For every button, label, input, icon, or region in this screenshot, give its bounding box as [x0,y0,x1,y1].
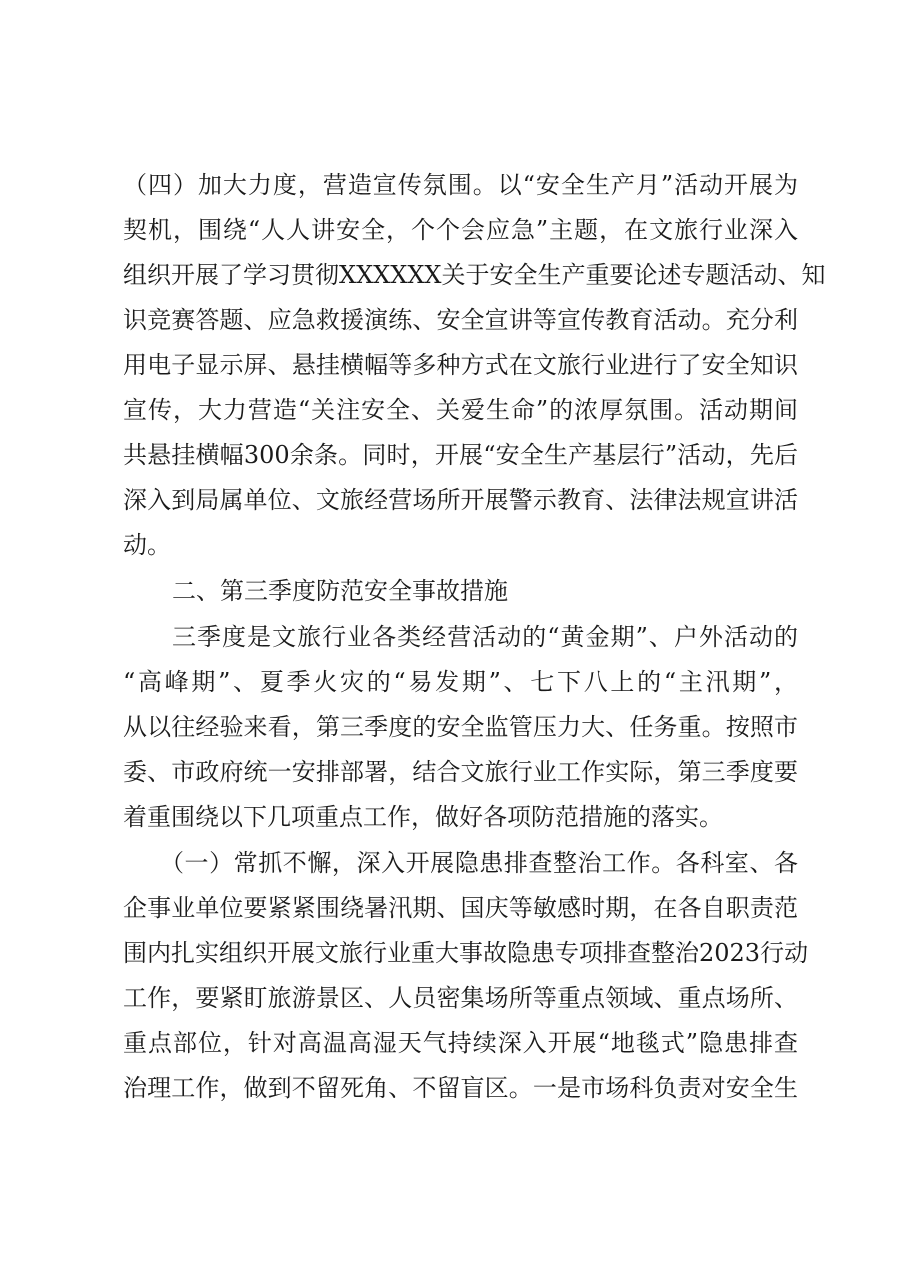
paragraph-4-line-3: 组织开展了学习贯彻XXXXXX关于安全生产重要论述专题活动、知 [123,261,826,289]
paragraph-4-line-7: 共悬挂横幅300余条。同时，开展“安全生产基层行”活动，先后 [123,441,798,469]
item-1-line-1: （一）常抓不懈，深入开展隐患排查整治工作。各科室、各 [160,849,798,877]
section-2-paragraph-line-3: 从以往经验来看，第三季度的安全监管压力大、任务重。按照市 [123,713,798,741]
item-1-line-5: 重点部位，针对高温高湿天气持续深入开展“地毯式”隐患排查 [123,1029,798,1057]
section-2-paragraph-line-1: 三季度是文旅行业各类经营活动的“黄金期”、户外活动的 [172,623,798,651]
paragraph-4-line-5: 用电子显示屏、悬挂横幅等多种方式在文旅行业进行了安全知识 [123,351,798,379]
section-2-paragraph-line-2: “高峰期”、夏季火灾的“易发期”、七下八上的“主汛期”， [123,668,798,696]
item-1-line-6: 治理工作，做到不留死角、不留盲区。一是市场科负责对安全生 [123,1074,798,1102]
item-1-line-3: 围内扎实组织开展文旅行业重大事故隐患专项排查整治2023行动 [123,939,809,967]
paragraph-4-line-2: 契机，围绕“人人讲安全，个个会应急”主题，在文旅行业深入 [123,216,798,244]
section-heading: 二、第三季度防范安全事故措施 [172,577,508,605]
item-1-line-4: 工作，要紧盯旅游景区、人员密集场所等重点领域、重点场所、 [123,984,798,1012]
paragraph-4-line-9: 动。 [123,531,171,559]
paragraph-4-line-6: 宣传，大力营造“关注安全、关爱生命”的浓厚氛围。活动期间 [123,396,798,424]
section-2-paragraph-line-5: 着重围绕以下几项重点工作，做好各项防范措施的落实。 [123,803,723,831]
paragraph-4-line-4: 识竞赛答题、应急救援演练、安全宣讲等宣传教育活动。充分利 [123,306,798,334]
item-1-line-2: 企事业单位要紧紧围绕暑汛期、国庆等敏感时期，在各自职责范 [123,894,798,922]
section-2-paragraph-line-4: 委、市政府统一安排部署，结合文旅行业工作实际，第三季度要 [123,758,798,786]
paragraph-4-line-1: （四）加大力度，营造宣传氛围。以“安全生产月”活动开展为 [123,171,798,199]
paragraph-4-line-8: 深入到局属单位、文旅经营场所开展警示教育、法律法规宣讲活 [123,486,798,514]
